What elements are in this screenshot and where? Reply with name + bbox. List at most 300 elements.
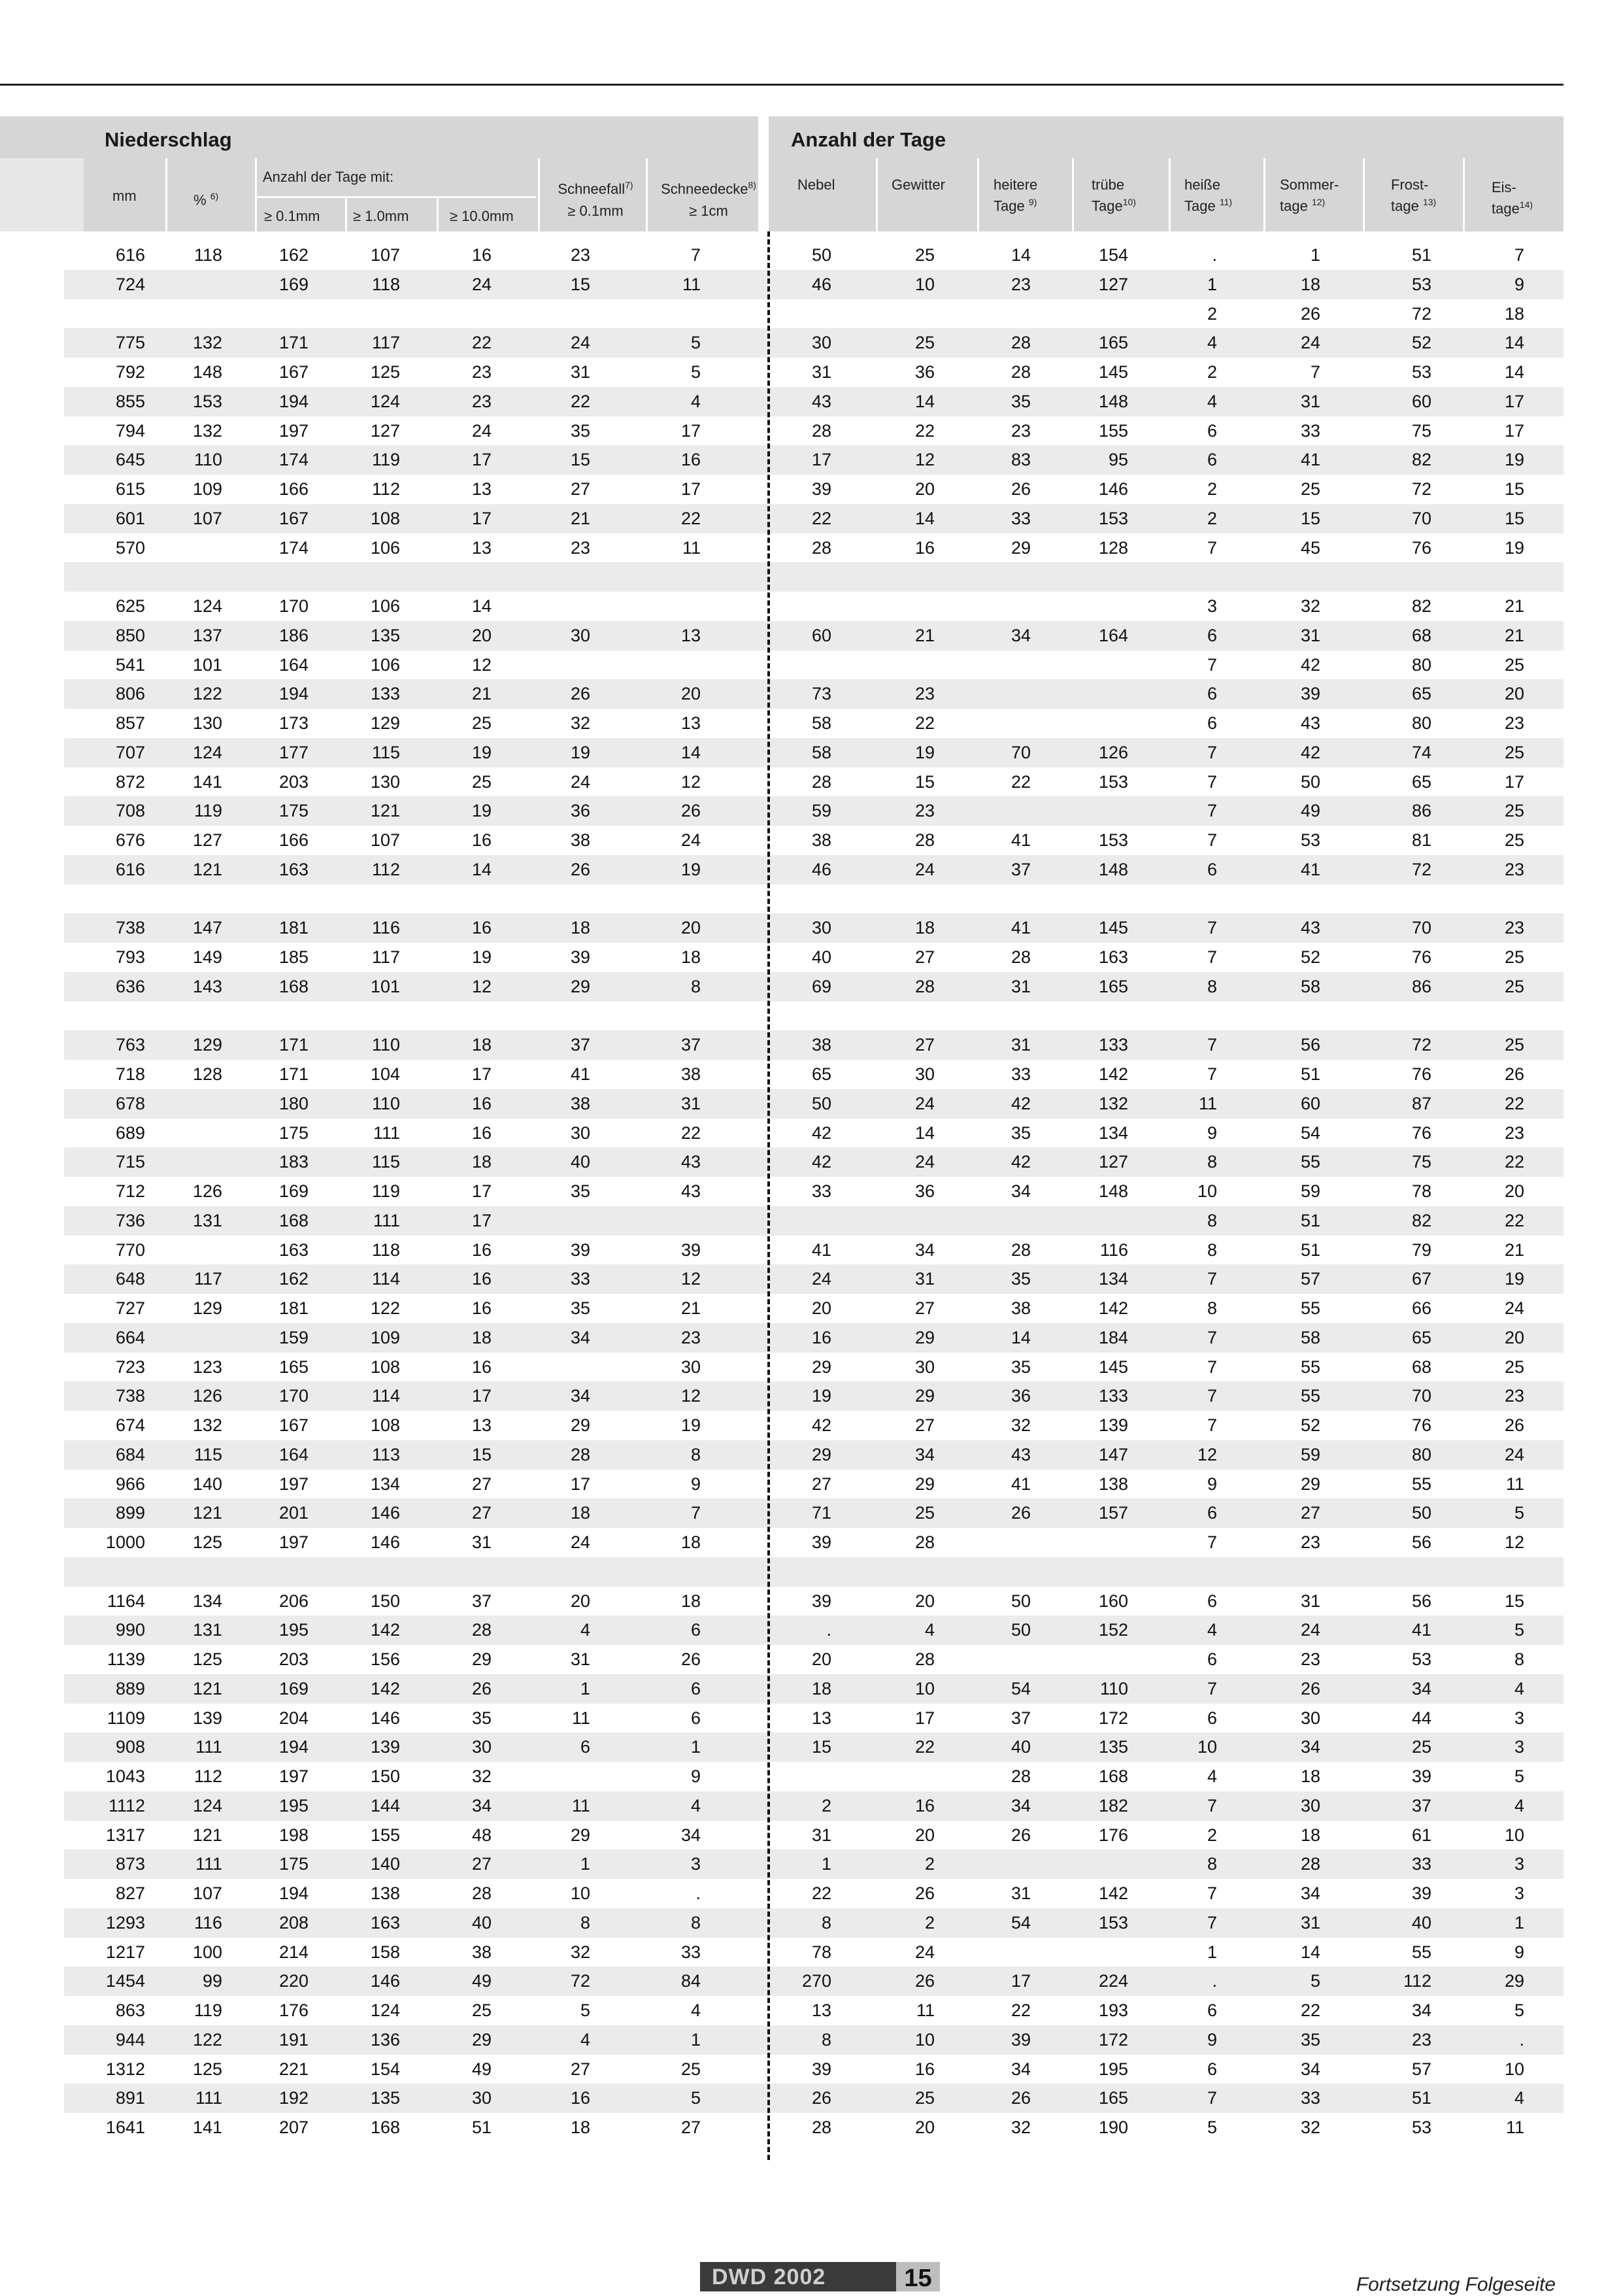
table-cell: 119 [193, 2001, 222, 2020]
table-cell: 53 [1411, 274, 1431, 294]
table-cell: 125 [370, 362, 400, 382]
table-cell: 6 [690, 1678, 701, 1698]
table-cell: 6 [1207, 1503, 1217, 1523]
table-row [64, 1528, 1563, 1557]
table-cell: 792 [115, 362, 145, 382]
table-cell: 10 [1504, 2059, 1524, 2079]
table-cell: 30 [570, 625, 590, 645]
table-cell: 107 [370, 245, 400, 265]
table-cell: 158 [370, 1942, 400, 1962]
table-cell: 30 [471, 2088, 492, 2108]
table-cell: 126 [192, 1181, 222, 1201]
table-cell: 4 [580, 2029, 590, 2050]
table-cell: 198 [278, 1825, 309, 1845]
header-separator [1072, 158, 1074, 231]
table-cell: 1 [690, 2029, 701, 2050]
table-cell: 29 [811, 1357, 831, 1377]
table-cell: 23 [471, 362, 492, 382]
table-cell: 20 [570, 1591, 590, 1611]
table-cell: 121 [192, 1825, 222, 1845]
table-cell: 36 [570, 801, 590, 821]
table-cell: 7 [1310, 362, 1320, 382]
table-cell: 164 [278, 654, 309, 675]
table-cell: 7 [1207, 771, 1217, 792]
table-cell: 3 [690, 1854, 701, 1874]
table-cell: 23 [1411, 2029, 1431, 2050]
table-row [64, 972, 1563, 1002]
table-cell: 625 [115, 596, 145, 616]
table-cell: 3 [1514, 1708, 1524, 1728]
table-cell: 155 [370, 1825, 400, 1845]
table-row [64, 1762, 1563, 1791]
table-cell: 8 [1207, 1298, 1217, 1318]
table-cell: 1 [690, 1737, 701, 1757]
table-cell: 28 [1011, 333, 1031, 353]
table-cell: 125 [192, 1532, 222, 1552]
table-cell: 20 [811, 1298, 831, 1318]
table-cell: 108 [370, 1415, 400, 1435]
table-cell: 707 [115, 742, 145, 762]
table-row [64, 592, 1563, 621]
table-cell: 7 [1207, 537, 1217, 558]
table-cell: 139 [370, 1737, 400, 1757]
table-row [64, 738, 1563, 768]
table-cell: 15 [471, 1444, 492, 1464]
table-cell: 70 [1411, 918, 1431, 938]
table-cell: 684 [115, 1444, 145, 1464]
table-cell: 17 [1011, 1971, 1031, 1991]
days-subheader-band [769, 158, 1563, 231]
table-cell: 22 [471, 333, 492, 353]
table-cell: 28 [811, 2118, 831, 2137]
table-cell: 12 [680, 771, 701, 792]
table-row [64, 1323, 1563, 1353]
table-cell: 112 [371, 479, 400, 499]
table-row [64, 885, 1563, 914]
table-row [64, 1353, 1563, 1382]
table-cell: 194 [278, 1883, 309, 1903]
table-row [64, 650, 1563, 680]
table-cell: 6 [1207, 859, 1217, 879]
table-cell: 169 [278, 1181, 309, 1201]
table-cell: 29 [471, 2029, 492, 2050]
table-cell: 167 [278, 1415, 309, 1435]
table-cell: 184 [1098, 1327, 1128, 1347]
table-cell: 106 [370, 596, 400, 616]
table-cell: 201 [278, 1503, 309, 1523]
table-cell: 175 [278, 1854, 309, 1874]
table-cell: 203 [278, 771, 309, 792]
table-cell: 165 [278, 1357, 309, 1377]
table-cell: 136 [370, 2029, 400, 2050]
table-cell: 55 [1300, 1152, 1320, 1172]
table-cell: 133 [370, 684, 400, 704]
table-cell: 153 [1098, 1912, 1128, 1933]
header-separator [876, 158, 878, 231]
page-number: 15 [904, 2265, 932, 2292]
table-cell: 11 [916, 2001, 935, 2020]
table-cell: 12 [1197, 1444, 1217, 1464]
table-cell: 889 [115, 1678, 145, 1698]
table-cell: 154 [1098, 245, 1128, 265]
table-cell: 7 [1514, 245, 1524, 265]
table-cell: 19 [1504, 450, 1524, 470]
table-cell: . [1212, 1971, 1217, 1991]
table-cell: 72 [570, 1971, 590, 1991]
table-cell: 22 [914, 420, 935, 441]
table-cell: 37 [680, 1035, 701, 1055]
table-cell: 1312 [105, 2059, 145, 2079]
table-cell: 41 [1411, 1620, 1431, 1640]
table-cell: 142 [1098, 1883, 1128, 1903]
table-cell: 6 [1207, 684, 1217, 704]
table-cell: 168 [370, 2118, 400, 2137]
header-separator [1263, 158, 1265, 231]
table-cell: 25 [471, 713, 492, 733]
table-cell: 26 [1011, 479, 1031, 499]
table-cell: 180 [278, 1093, 309, 1113]
table-cell: 31 [1300, 1591, 1320, 1611]
table-cell: 7 [1207, 830, 1217, 850]
table-row [64, 533, 1563, 563]
table-cell: 724 [115, 274, 145, 294]
table-cell: 6 [1207, 1591, 1217, 1611]
table-cell: 60 [811, 625, 831, 645]
table-cell: 13 [471, 1415, 492, 1435]
table-row [64, 1030, 1563, 1060]
table-cell: 15 [914, 771, 935, 792]
table-cell: 79 [1411, 1240, 1431, 1260]
table-cell: 174 [278, 537, 309, 558]
table-cell: 124 [192, 742, 222, 762]
table-cell: 167 [278, 508, 309, 528]
table-cell: 28 [914, 830, 935, 850]
table-cell: 7 [1207, 1912, 1217, 1933]
table-cell: 1109 [107, 1708, 145, 1728]
table-cell: 84 [680, 1971, 701, 1991]
table-cell: 27 [570, 2059, 590, 2079]
table-cell: 7 [1207, 1327, 1217, 1347]
table-cell: 41 [1011, 830, 1031, 850]
table-cell: 125 [192, 2059, 222, 2079]
table-cell: 74 [1411, 742, 1431, 762]
table-cell: 29 [914, 1327, 935, 1347]
table-cell: 26 [570, 684, 590, 704]
table-cell: 171 [278, 1035, 309, 1055]
table-cell: 117 [371, 333, 400, 353]
table-row [64, 2025, 1563, 2055]
table-cell: 25 [1504, 947, 1524, 967]
table-cell: 7 [1207, 801, 1217, 821]
table-cell: 8 [821, 2029, 831, 2050]
table-cell: 95 [1108, 450, 1128, 470]
table-cell: 112 [371, 859, 400, 879]
table-cell: 50 [1011, 1620, 1031, 1640]
table-cell: 22 [1011, 771, 1031, 792]
table-cell: 15 [811, 1737, 831, 1757]
table-cell: 7 [1207, 1269, 1217, 1289]
table-cell: 27 [471, 1474, 492, 1494]
table-cell: 13 [471, 537, 492, 558]
table-cell: 37 [1011, 1708, 1031, 1728]
table-cell: 27 [471, 1854, 492, 1874]
table-cell: 72 [1411, 1035, 1431, 1055]
table-cell: 26 [1300, 1678, 1320, 1698]
table-cell: 4 [1514, 2088, 1524, 2108]
table-cell: 28 [811, 771, 831, 792]
table-cell: 26 [1011, 1825, 1031, 1845]
table-cell: 6 [1207, 2059, 1217, 2079]
table-cell: 133 [1098, 1035, 1128, 1055]
table-cell: 5 [1207, 2118, 1217, 2137]
table-cell: 141 [192, 771, 222, 792]
table-cell: 28 [1011, 1240, 1031, 1260]
table-cell: 203 [278, 1649, 309, 1669]
table-cell: 21 [680, 1298, 701, 1318]
table-cell: 33 [811, 1181, 831, 1201]
table-cell: 130 [370, 771, 400, 792]
table-cell: 224 [1098, 1971, 1128, 1991]
table-cell: 56 [1411, 1532, 1431, 1552]
table-cell: 107 [192, 508, 222, 528]
table-row [64, 299, 1563, 329]
table-cell: 86 [1411, 801, 1431, 821]
table-cell: 54 [1300, 1123, 1320, 1143]
table-cell: 29 [914, 1386, 935, 1406]
table-row [64, 913, 1563, 943]
table-cell: 75 [1411, 1152, 1431, 1172]
table-cell: 129 [192, 1298, 222, 1318]
table-cell: 1 [1207, 274, 1217, 294]
table-cell: 20 [471, 625, 492, 645]
table-row [64, 1411, 1563, 1440]
table-row [64, 1264, 1563, 1294]
table-cell: 134 [370, 1474, 400, 1494]
table-cell: 33 [1300, 2088, 1320, 2108]
table-cell: 51 [1300, 1210, 1320, 1230]
table-cell: 66 [1411, 1298, 1431, 1318]
table-cell: 60 [1411, 391, 1431, 411]
table-cell: 19 [471, 801, 492, 821]
table-cell: 122 [192, 684, 222, 704]
table-cell: 86 [1411, 976, 1431, 996]
table-cell: 53 [1411, 2118, 1431, 2137]
table-cell: 59 [1300, 1181, 1320, 1201]
table-cell: 16 [471, 918, 492, 938]
table-cell: 12 [1504, 1532, 1524, 1552]
table-cell: 57 [1411, 2059, 1431, 2079]
table-cell: 22 [1504, 1210, 1524, 1230]
table-cell: 127 [370, 420, 400, 441]
table-cell: 16 [471, 1093, 492, 1113]
table-cell: 15 [1504, 479, 1524, 499]
table-cell: 221 [278, 2059, 309, 2079]
table-cell: 19 [1504, 537, 1524, 558]
table-cell: 49 [471, 2059, 492, 2079]
table-cell: 20 [1504, 1327, 1524, 1347]
table-cell: 34 [680, 1825, 701, 1845]
table-cell: 153 [1098, 771, 1128, 792]
table-cell: 194 [278, 1737, 309, 1757]
table-cell: 27 [811, 1474, 831, 1494]
table-cell: 25 [914, 333, 935, 353]
table-cell: 29 [570, 1415, 590, 1435]
table-cell: 7 [1207, 918, 1217, 938]
table-cell: 44 [1411, 1708, 1431, 1728]
table-cell: 111 [195, 1737, 222, 1757]
table-cell: 9 [1207, 1123, 1217, 1143]
table-cell: 21 [570, 508, 590, 528]
table-cell: 70 [1411, 508, 1431, 528]
table-cell: 1 [1514, 1912, 1524, 1933]
table-cell: 14 [1504, 333, 1524, 353]
table-cell: 34 [1411, 2001, 1431, 2020]
table-cell: 65 [1411, 771, 1431, 792]
table-cell: 5 [580, 2001, 590, 2020]
table-cell: 30 [471, 1737, 492, 1757]
table-cell: 115 [371, 742, 400, 762]
table-cell: 718 [115, 1064, 145, 1084]
table-cell: 111 [373, 1123, 400, 1143]
table-cell: 197 [278, 420, 309, 441]
table-cell: 648 [115, 1269, 145, 1289]
table-cell: 616 [115, 245, 145, 265]
table-cell: 162 [278, 1269, 309, 1289]
table-cell: 119 [371, 450, 400, 470]
table-cell: 31 [1300, 625, 1320, 645]
table-cell: 21 [914, 625, 935, 645]
table-cell: 14 [1300, 1942, 1320, 1962]
table-cell: 22 [914, 1737, 935, 1757]
table-cell: 58 [811, 742, 831, 762]
table-cell: 50 [811, 1093, 831, 1113]
table-row [64, 679, 1563, 709]
table-cell: 107 [192, 1883, 222, 1903]
table-cell: 50 [1300, 771, 1320, 792]
table-cell: 70 [1011, 742, 1031, 762]
table-cell: 601 [115, 508, 145, 528]
table-cell: 33 [680, 1942, 701, 1962]
table-row [64, 826, 1563, 855]
table-cell: 891 [115, 2088, 145, 2108]
table-cell: 7 [1207, 1357, 1217, 1377]
table-cell: 9 [1514, 1942, 1524, 1962]
table-cell: 53 [1300, 830, 1320, 850]
table-cell: 145 [1098, 1357, 1128, 1377]
table-cell: 139 [1098, 1415, 1128, 1435]
table-cell: 944 [115, 2029, 145, 2050]
table-row [64, 1147, 1563, 1177]
table-cell: 174 [278, 450, 309, 470]
table-cell: 25 [1300, 479, 1320, 499]
table-cell: 82 [1411, 450, 1431, 470]
table-cell: 4 [1514, 1795, 1524, 1815]
table-cell: 23 [570, 245, 590, 265]
table-cell: 23 [1011, 420, 1031, 441]
table-cell: 38 [1011, 1298, 1031, 1318]
table-cell: 115 [371, 1152, 400, 1172]
table-cell: 65 [1411, 1327, 1431, 1347]
table-cell: 1 [1207, 1942, 1217, 1962]
table-cell: 52 [1411, 333, 1431, 353]
table-cell: 16 [471, 1240, 492, 1260]
table-cell: 26 [570, 859, 590, 879]
table-cell: 31 [1300, 391, 1320, 411]
table-cell: 110 [1099, 1678, 1128, 1698]
col-header-days-with: Anzahl der Tage mit: [263, 169, 394, 185]
table-cell: 11 [1505, 2118, 1524, 2137]
table-cell: 80 [1411, 1444, 1431, 1464]
table-cell: 38 [811, 1035, 831, 1055]
table-cell: 8 [580, 1912, 590, 1933]
table-cell: 4 [1207, 391, 1217, 411]
table-cell: 128 [192, 1064, 222, 1084]
table-cell: 39 [1411, 1766, 1431, 1786]
table-cell: 25 [914, 245, 935, 265]
table-cell: 4 [1207, 1620, 1217, 1640]
table-cell: 112 [1403, 1971, 1431, 1991]
table-cell: 6 [1207, 1708, 1217, 1728]
table-cell: 19 [914, 742, 935, 762]
table-cell: 3 [1207, 596, 1217, 616]
table-row [64, 1791, 1563, 1821]
col-header-ice-days: Eis- tage$^{14)}$ [1492, 179, 1533, 217]
table-cell: 108 [370, 508, 400, 528]
table-cell: 7 [1207, 1415, 1217, 1435]
table-cell: 4 [1514, 1678, 1524, 1698]
table-cell: 50 [1011, 1591, 1031, 1611]
table-cell: 152 [1098, 1620, 1128, 1640]
table-cell: 17 [811, 450, 831, 470]
table-cell: 24 [811, 1269, 831, 1289]
table-cell: 163 [278, 1240, 309, 1260]
table-cell: 16 [471, 245, 492, 265]
table-cell: 727 [115, 1298, 145, 1318]
table-cell: 35 [570, 1181, 590, 1201]
table-cell: 175 [278, 1123, 309, 1143]
table-cell: 159 [278, 1327, 309, 1347]
table-cell: 16 [570, 2088, 590, 2108]
table-cell: 30 [914, 1064, 935, 1084]
table-row [64, 445, 1563, 475]
table-cell: 27 [914, 947, 935, 967]
table-cell: 165 [1098, 976, 1128, 996]
table-cell: 51 [1300, 1240, 1320, 1260]
table-cell: 6 [580, 1737, 590, 1757]
table-cell: 22 [1300, 2001, 1320, 2020]
table-row [64, 1938, 1563, 1967]
table-cell: 13 [811, 1708, 831, 1728]
table-cell: 163 [1098, 947, 1128, 967]
table-cell: 9 [1207, 1474, 1217, 1494]
table-cell: 22 [811, 1883, 831, 1903]
table-cell: 17 [680, 420, 701, 441]
table-cell: 121 [192, 859, 222, 879]
table-cell: 38 [570, 830, 590, 850]
table-cell: 197 [278, 1532, 309, 1552]
table-cell: 99 [202, 1971, 222, 1991]
table-row [64, 1002, 1563, 1031]
table-cell: 7 [1207, 2088, 1217, 2108]
table-cell: 18 [680, 1532, 701, 1552]
table-cell: 41 [1011, 918, 1031, 938]
table-cell: 129 [370, 713, 400, 733]
table-cell: 118 [193, 245, 222, 265]
table-cell: 134 [192, 1591, 222, 1611]
table-cell: 708 [115, 801, 145, 821]
table-cell: 37 [471, 1591, 492, 1611]
table-cell: 43 [1300, 918, 1320, 938]
